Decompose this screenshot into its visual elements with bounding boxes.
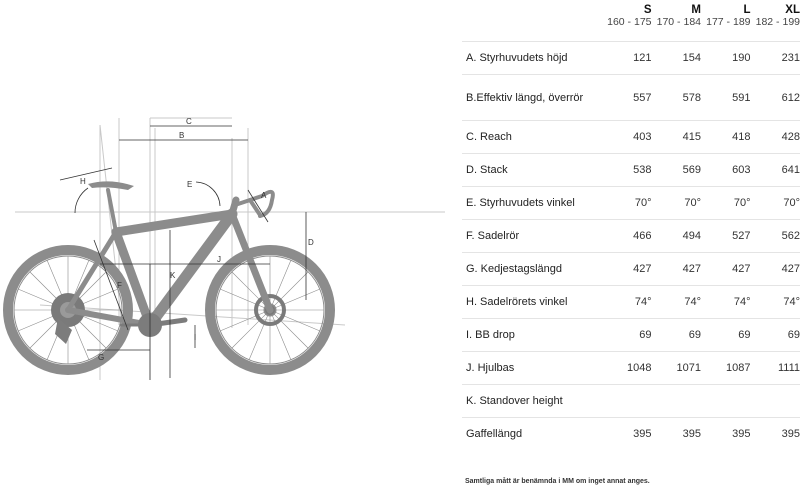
table-row xyxy=(462,352,800,385)
cell-value: 70° xyxy=(751,187,800,220)
cell-value: 190 xyxy=(701,42,751,75)
size-name: M xyxy=(691,4,701,16)
row-label: K. Standover height xyxy=(462,385,602,418)
cell-value: 1048 xyxy=(602,352,652,385)
cell-value: 74° xyxy=(652,286,702,319)
row-label: G. Kedjestagslängd xyxy=(462,253,602,286)
cell-value: 418 xyxy=(701,121,751,154)
table-row xyxy=(462,319,800,352)
cell-value: 603 xyxy=(701,154,751,187)
table-row xyxy=(462,418,800,451)
size-column-l xyxy=(701,0,751,42)
cell-value: 395 xyxy=(652,418,702,451)
size-name: L xyxy=(743,4,751,16)
label-letter-k: K xyxy=(170,271,176,280)
cell-value: 527 xyxy=(701,220,751,253)
table-row xyxy=(462,42,800,75)
table-row xyxy=(462,154,800,187)
cell-value: 562 xyxy=(751,220,800,253)
size-range: 177 - 189 xyxy=(706,16,751,28)
cell-value: 538 xyxy=(602,154,652,187)
cell-value: 427 xyxy=(652,253,702,286)
cell-value: 69 xyxy=(602,319,652,352)
size-range: 182 - 199 xyxy=(755,16,800,28)
label-letter-b: B xyxy=(179,131,185,140)
size-column-m xyxy=(652,0,702,42)
row-label: I. BB drop xyxy=(462,319,602,352)
cell-value xyxy=(701,385,751,418)
table-row xyxy=(462,286,800,319)
label-letter-h: H xyxy=(80,177,86,186)
size-name: S xyxy=(643,4,652,16)
size-name: XL xyxy=(785,4,800,16)
cell-value: 231 xyxy=(751,42,800,75)
cell-value: 403 xyxy=(602,121,652,154)
cell-value: 74° xyxy=(751,286,800,319)
cell-value: 70° xyxy=(602,187,652,220)
cell-value: 395 xyxy=(602,418,652,451)
cell-value: 428 xyxy=(751,121,800,154)
row-label: A. Styrhuvudets höjd xyxy=(462,42,602,75)
label-letter-j: J xyxy=(217,255,221,264)
cell-value: 427 xyxy=(602,253,652,286)
cell-value: 69 xyxy=(652,319,702,352)
row-label: Gaffellängd xyxy=(462,418,602,451)
cell-value: 69 xyxy=(751,319,800,352)
cell-value: 395 xyxy=(751,418,800,451)
table-row xyxy=(462,121,800,154)
cell-value: 415 xyxy=(652,121,702,154)
label-letter-f: F xyxy=(117,281,122,290)
cell-value: 466 xyxy=(602,220,652,253)
row-label: B.Effektiv längd, överrör xyxy=(462,75,602,121)
size-range: 170 - 184 xyxy=(656,16,701,28)
label-letter-e: E xyxy=(187,180,193,189)
row-label: H. Sadelrörets vinkel xyxy=(462,286,602,319)
saddle xyxy=(88,181,134,190)
row-label: D. Stack xyxy=(462,154,602,187)
cell-value: 557 xyxy=(602,75,652,121)
cell-value: 1087 xyxy=(701,352,751,385)
label-letter-g: G xyxy=(98,353,105,362)
cell-value: 427 xyxy=(701,253,751,286)
row-label: C. Reach xyxy=(462,121,602,154)
size-header xyxy=(462,0,800,42)
table-row xyxy=(462,187,800,220)
cell-value: 395 xyxy=(701,418,751,451)
size-range: 160 - 175 xyxy=(607,16,652,28)
cell-value xyxy=(751,385,800,418)
cell-value: 591 xyxy=(701,75,751,121)
cell-value: 69 xyxy=(701,319,751,352)
cell-value: 154 xyxy=(652,42,702,75)
cell-value: 70° xyxy=(652,187,702,220)
cell-value: 121 xyxy=(602,42,652,75)
table-row xyxy=(462,75,800,121)
cell-value: 427 xyxy=(751,253,800,286)
cell-value: 494 xyxy=(652,220,702,253)
table-row xyxy=(462,253,800,286)
cell-value: 612 xyxy=(751,75,800,121)
cell-value: 74° xyxy=(602,286,652,319)
label-letter-a: A xyxy=(261,191,267,200)
label-letter-c: C xyxy=(186,117,192,126)
cell-value: 1111 xyxy=(751,352,800,385)
cell-value xyxy=(602,385,652,418)
cell-value: 70° xyxy=(701,187,751,220)
row-label: E. Styrhuvudets vinkel xyxy=(462,187,602,220)
footnote: Samtliga mått är benämnda i MM om inget annat anges. xyxy=(465,478,650,485)
cell-value: 569 xyxy=(652,154,702,187)
cell-value xyxy=(652,385,702,418)
table-row xyxy=(462,385,800,418)
row-label: J. Hjulbas xyxy=(462,352,602,385)
table-row xyxy=(462,220,800,253)
cell-value: 641 xyxy=(751,154,800,187)
cell-value: 578 xyxy=(652,75,702,121)
row-label: F. Sadelrör xyxy=(462,220,602,253)
size-column-xl xyxy=(751,0,800,42)
label-letter-d: D xyxy=(308,238,314,247)
cell-value: 1071 xyxy=(652,352,702,385)
header-empty xyxy=(462,0,602,42)
cell-value: 74° xyxy=(701,286,751,319)
label-letter-i: I xyxy=(194,333,197,342)
size-column-s xyxy=(602,0,652,42)
geometry-table xyxy=(462,0,800,450)
